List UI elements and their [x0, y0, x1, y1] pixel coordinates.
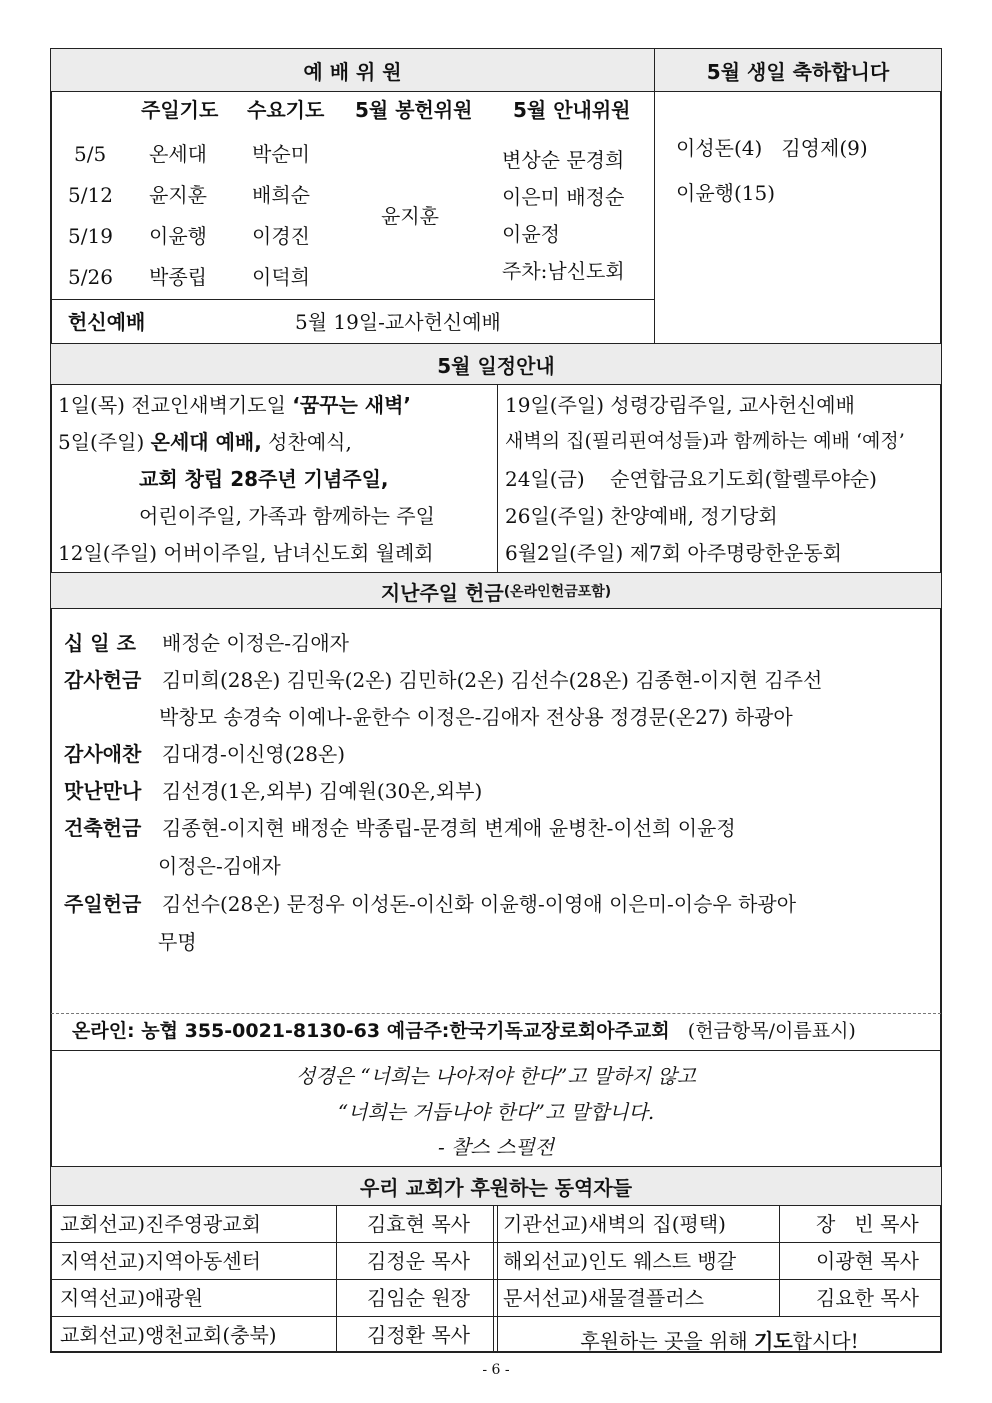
- sunday-offering-line-2: 무명: [158, 930, 197, 954]
- supported-title: 우리 교회가 후원하는 동역자들: [359, 1175, 633, 1200]
- usher-line-1: 변상순 문경희: [502, 148, 625, 172]
- ministry-left-org-3: 지역선교)애광원: [60, 1286, 204, 1310]
- building-line-1: 김종현-이지현 배정순 박종립-문경희 변계애 윤병찬-이선희 이윤정: [162, 816, 736, 840]
- schedule-right-3: 24일(금) 순연합금요기도회(할렐루야순): [505, 467, 877, 491]
- sunday-prayer-3: 이윤행: [149, 224, 207, 248]
- date-1: 5/5: [74, 142, 107, 166]
- schedule-right-1: 19일(주일) 성령강림주일, 교사헌신예배: [505, 393, 855, 417]
- quote-line-3: - 찰스 스펄전: [437, 1135, 555, 1159]
- quote-line-1: 성경은 “너희는 나아져야 한다”고 말하지 않고: [296, 1064, 696, 1088]
- offerings-title: 지난주일 헌금: [380, 580, 504, 605]
- thanks-label: 감사헌금: [64, 668, 142, 692]
- col-offering-committee: 5월 봉헌위원: [355, 98, 473, 122]
- ministry-right-name-3: 김요한 목사: [816, 1286, 919, 1310]
- birthday-header: [655, 49, 941, 91]
- quote-line-2: “너희는 거듭나야 한다”고 말합니다.: [337, 1100, 655, 1124]
- building-line-2: 이정은-김애자: [158, 854, 281, 878]
- building-label: 건축헌금: [64, 816, 142, 840]
- worship-committee-title: 예 배 위 원: [303, 59, 402, 84]
- schedule-title: 5월 일정안내: [437, 353, 555, 378]
- offerings-header: [51, 573, 941, 609]
- thanks-meal-label: 감사애찬: [64, 742, 142, 766]
- sunday-prayer-2: 윤지훈: [149, 183, 207, 207]
- offerings-title-note: (온라인헌금포함): [503, 584, 612, 600]
- ministry-right-name-1: 장 빈 목사: [816, 1212, 919, 1236]
- online-account: 온라인: 농협 355-0021-8130-63 예금주:한국기독교장로회아주교회 (헌금항목/이름표시): [72, 1020, 856, 1042]
- wednesday-prayer-4: 이덕희: [252, 265, 310, 289]
- tithe-label: 십 일 조: [64, 631, 136, 655]
- date-2: 5/12: [68, 183, 113, 207]
- ministry-left-name-1: 김효현 목사: [367, 1212, 470, 1236]
- schedule-right-2: 새벽의 집(필리핀여성들)과 함께하는 예배 ‘예정’: [505, 430, 905, 452]
- closing-prayer: 후원하는 곳을 위해 기도합시다!: [580, 1329, 859, 1353]
- thanks-line-1: 김미희(28온) 김민욱(2온) 김민하(2온) 김선수(28온) 김종현-이지현 김주선: [162, 668, 823, 692]
- ministry-left-org-4: 교회선교)앵천교회(충북): [60, 1323, 277, 1347]
- usher-line-2: 이은미 배정순: [502, 185, 625, 209]
- schedule-left-1: 1일(목) 전교인새벽기도일 ‘꿈꾸는 새벽’: [58, 393, 412, 417]
- schedule-right-4: 26일(주일) 찬양예배, 정기당회: [505, 504, 778, 528]
- tithe-line-1: 배정순 이정은-김애자: [162, 631, 349, 655]
- birthday-title: 5월 생일 축하합니다: [706, 59, 890, 84]
- usher-line-3: 이윤정: [502, 222, 560, 246]
- ministry-left-name-4: 김정환 목사: [367, 1323, 470, 1347]
- ministry-left-name-3: 김임순 원장: [367, 1286, 470, 1310]
- ministry-left-org-1: 교회선교)진주영광교회: [60, 1212, 262, 1236]
- birthday-line-1: 이성돈(4) 김영제(9): [676, 136, 868, 160]
- schedule-header: [51, 344, 941, 384]
- schedule-left-4: 어린이주일, 가족과 함께하는 주일: [139, 504, 435, 528]
- sunday-offering-label: 주일헌금: [64, 892, 142, 916]
- ministry-right-org-2: 해외선교)인도 웨스트 뱅갈: [503, 1249, 737, 1273]
- page-number: - 6 -: [482, 1362, 510, 1378]
- schedule-left-5: 12일(주일) 어버이주일, 남녀신도회 월례회: [58, 541, 434, 565]
- birthday-line-2: 이윤행(15): [676, 181, 776, 205]
- sunday-prayer-4: 박종립: [149, 265, 207, 289]
- supported-header: [51, 1167, 941, 1205]
- date-4: 5/26: [68, 265, 113, 289]
- thanks-line-2: 박창모 송경숙 이예나-윤한수 이정은-김애자 전상용 정경문(온27) 하광아: [159, 705, 793, 729]
- wednesday-prayer-1: 박순미: [252, 142, 310, 166]
- date-3: 5/19: [68, 224, 113, 248]
- schedule-left-3: 교회 창립 28주년 기념주일,: [139, 467, 389, 491]
- wednesday-prayer-3: 이경진: [252, 224, 310, 248]
- ministry-left-org-2: 지역선교)지역아동센터: [60, 1249, 262, 1273]
- ministry-right-org-3: 문서선교)새물결플러스: [503, 1286, 705, 1310]
- col-wednesday-prayer: 수요기도: [247, 98, 325, 122]
- worship-committee-header: [51, 49, 654, 91]
- schedule-right-5: 6월2일(주일) 제7회 아주명랑한운동회: [505, 541, 842, 565]
- wednesday-prayer-2: 배희순: [252, 183, 310, 207]
- thanks-meal-line-1: 김대경-이신영(28온): [162, 742, 346, 766]
- schedule-left-2: 5일(주일) 온세대 예배, 성찬예식,: [58, 430, 352, 454]
- usher-line-4: 주차:남신도회: [502, 259, 625, 283]
- ministry-right-org-1: 기관선교)새벽의 집(평택): [503, 1212, 726, 1236]
- col-sunday-prayer: 주일기도: [141, 98, 219, 122]
- sunday-offering-line-1: 김선수(28온) 문정우 이성돈-이신화 이윤행-이영애 이은미-이승우 하광아: [162, 892, 797, 916]
- ministry-left-name-2: 김정운 목사: [367, 1249, 470, 1273]
- ministry-right-name-2: 이광현 목사: [816, 1249, 919, 1273]
- sunday-prayer-1: 온세대: [149, 142, 207, 166]
- dedication-label: 헌신예배: [68, 310, 146, 334]
- col-ushers: 5월 안내위원: [513, 98, 631, 122]
- manna-line-1: 김선경(1온,외부) 김예원(30온,외부): [162, 779, 483, 803]
- manna-label: 맛난만나: [64, 779, 142, 803]
- dedication-value: 5월 19일-교사헌신예배: [295, 310, 501, 334]
- offering-committee-name: 윤지훈: [381, 204, 439, 228]
